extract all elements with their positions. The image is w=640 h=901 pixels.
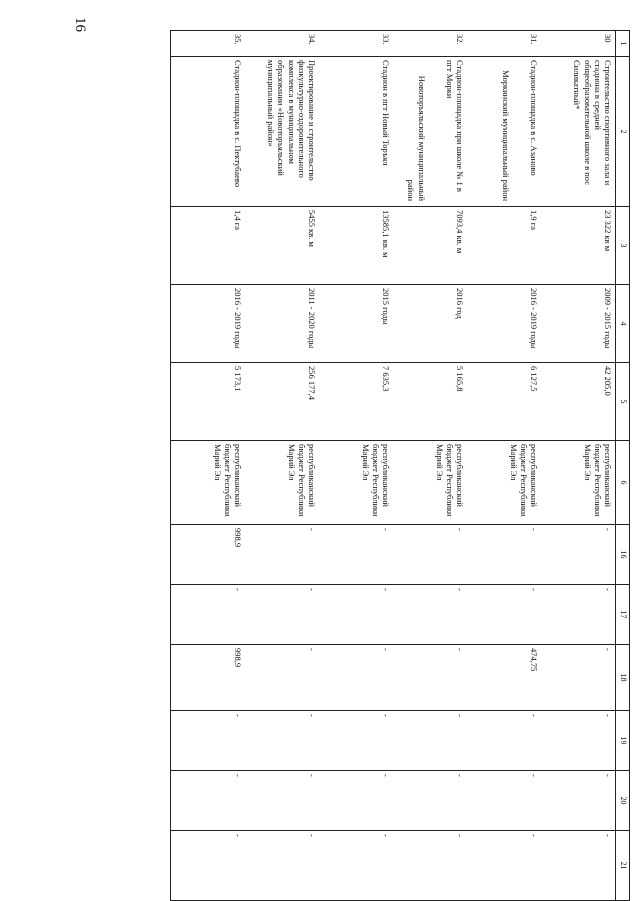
district-label: Моркинский муниципальный район xyxy=(500,70,511,201)
table-wrapper xyxy=(120,30,630,900)
col-16: - xyxy=(393,525,467,585)
period-cell: 2009 - 2015 годы xyxy=(541,285,616,363)
capacity-cell: 1,4 га xyxy=(171,207,246,285)
row-number: 32. xyxy=(393,31,467,57)
capacity-cell: 7093,4 кв. м xyxy=(393,207,467,285)
object-name xyxy=(467,57,541,207)
column-header: 19 xyxy=(616,711,630,771)
column-header: 1 xyxy=(616,31,630,57)
col-19: - xyxy=(393,711,467,771)
funding-source: республиканский бюджет Республики Марий Эл xyxy=(541,441,616,525)
header-row xyxy=(616,31,630,901)
table-row xyxy=(245,31,319,901)
col-19: - xyxy=(319,711,393,771)
col-20: - xyxy=(393,771,467,831)
col-19: - xyxy=(541,711,616,771)
period-cell: 2016 - 2019 годы xyxy=(467,285,541,363)
col-18: - xyxy=(319,645,393,711)
capacity-cell: 1,9 га xyxy=(467,207,541,285)
col-18: 474,75 xyxy=(467,645,541,711)
column-header: 4 xyxy=(616,285,630,363)
object-name xyxy=(245,57,319,207)
row-number: 30 xyxy=(541,31,616,57)
capacity-cell: 5455 кв. м xyxy=(245,207,319,285)
object-name-text: Проектирование и строительство физкультурно-оздоровительного комплекса в муниципальном образовании «Новоторъяльский муниципальный район» xyxy=(266,60,317,181)
object-name-text: Стадион в пгт Новый Торъял xyxy=(381,60,391,166)
object-name-text: Стадион-площадка при школе № 1 в пгт Морки xyxy=(444,60,465,192)
cost-cell: 42 205,0 xyxy=(541,363,616,441)
row-number: 34. xyxy=(245,31,319,57)
table-row xyxy=(171,31,246,901)
col-19: - xyxy=(245,711,319,771)
object-name xyxy=(319,57,393,207)
col-19: - xyxy=(171,711,246,771)
col-18: 998,9 xyxy=(171,645,246,711)
table-row xyxy=(393,31,467,901)
col-20: - xyxy=(467,771,541,831)
column-header: 2 xyxy=(616,57,630,207)
object-name xyxy=(541,57,616,207)
cost-cell: 256 177,4 xyxy=(245,363,319,441)
col-19: - xyxy=(467,711,541,771)
table-row xyxy=(467,31,541,901)
period-cell: 2016 - 2019 годы xyxy=(171,285,246,363)
row-number: 35. xyxy=(171,31,246,57)
column-header: 6 xyxy=(616,441,630,525)
col-20: - xyxy=(245,771,319,831)
col-18: - xyxy=(245,645,319,711)
column-header: 3 xyxy=(616,207,630,285)
col-16: 998,9 xyxy=(171,525,246,585)
page-number: 16 xyxy=(72,17,88,32)
col-16: - xyxy=(245,525,319,585)
funding-source: республиканский бюджет Республики Марий Эл xyxy=(393,441,467,525)
column-header: 21 xyxy=(616,831,630,901)
column-header: 17 xyxy=(616,585,630,645)
col-21: - xyxy=(393,831,467,901)
col-18: - xyxy=(393,645,467,711)
capacity-cell: 23 322 кв м xyxy=(541,207,616,285)
period-cell: 2016 год xyxy=(393,285,467,363)
col-20: - xyxy=(319,771,393,831)
col-21: - xyxy=(541,831,616,901)
object-name xyxy=(171,57,246,207)
col-21: - xyxy=(467,831,541,901)
col-16: - xyxy=(467,525,541,585)
table-row xyxy=(319,31,393,901)
cost-cell: 6 127,5 xyxy=(467,363,541,441)
col-17: - xyxy=(171,585,246,645)
col-16: - xyxy=(319,525,393,585)
object-name xyxy=(393,57,467,207)
capacity-cell: 13585,1 кв. м xyxy=(319,207,393,285)
col-21: - xyxy=(319,831,393,901)
column-header: 20 xyxy=(616,771,630,831)
table-body xyxy=(171,31,616,901)
cost-cell: 5 165,8 xyxy=(393,363,467,441)
row-number: 31. xyxy=(467,31,541,57)
column-header: 16 xyxy=(616,525,630,585)
col-17: - xyxy=(541,585,616,645)
column-header: 5 xyxy=(616,363,630,441)
col-21: - xyxy=(171,831,246,901)
col-17: - xyxy=(467,585,541,645)
column-header: 18 xyxy=(616,645,630,711)
col-16: - xyxy=(541,525,616,585)
table-row xyxy=(541,31,616,901)
cost-cell: 7 635,3 xyxy=(319,363,393,441)
row-number: 33. xyxy=(319,31,393,57)
col-21: - xyxy=(245,831,319,901)
program-table xyxy=(170,30,630,901)
cost-cell: 5 173,1 xyxy=(171,363,246,441)
period-cell: 2015 годы xyxy=(319,285,393,363)
col-17: - xyxy=(393,585,467,645)
col-17: - xyxy=(319,585,393,645)
col-20: - xyxy=(171,771,246,831)
col-18: - xyxy=(541,645,616,711)
funding-source: республиканский бюджет Республики Марий Эл xyxy=(171,441,246,525)
object-name-text: Стадион-площадка в с. Азаново xyxy=(529,60,539,176)
district-label: Новоторъяльский муниципальный район xyxy=(406,75,427,201)
col-20: - xyxy=(541,771,616,831)
period-cell: 2011 - 2020 годы xyxy=(245,285,319,363)
col-17: - xyxy=(245,585,319,645)
funding-source: республиканский бюджет Республики Марий Эл xyxy=(245,441,319,525)
funding-source: республиканский бюджет Республики Марий Эл xyxy=(467,441,541,525)
funding-source: республиканский бюджет Республики Марий Эл xyxy=(319,441,393,525)
object-name-text: Строительство спортивного зала и стадиона в средней общеобразовательной школе в пос Силикатный* xyxy=(572,60,613,186)
object-name-text: Стадион-площадка в с. Пектубаево xyxy=(233,60,243,188)
